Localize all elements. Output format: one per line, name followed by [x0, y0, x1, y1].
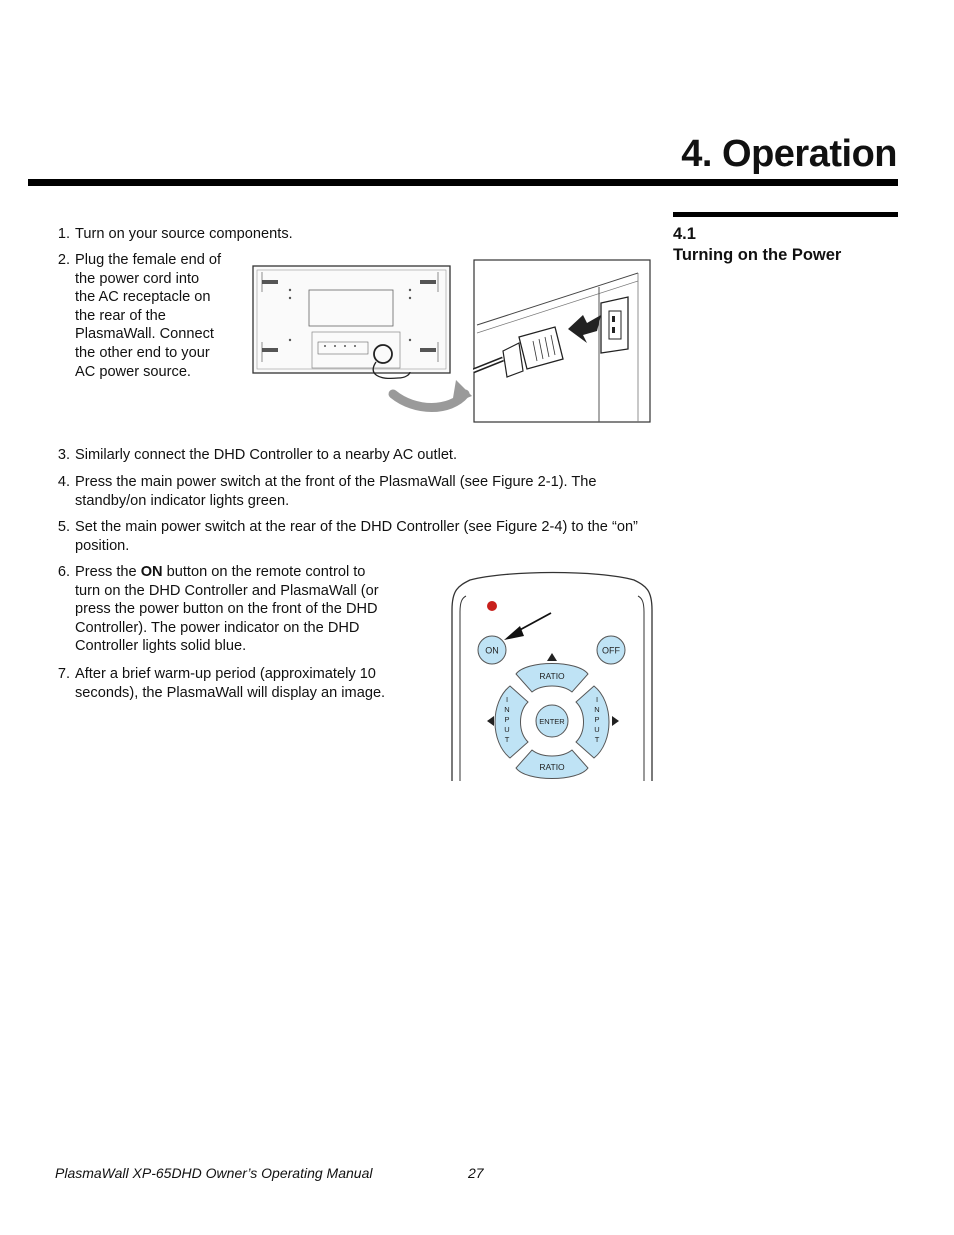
step-number: 3.	[57, 447, 70, 463]
input-left-letter: I	[505, 695, 509, 704]
input-left-letter: T	[504, 735, 510, 744]
section-title: Turning on the Power	[673, 246, 842, 264]
footer-page-number: 27	[468, 1165, 484, 1181]
step-line: Controller). The power indicator on the DHD	[75, 619, 360, 636]
ratio-up-label: RATIO	[539, 671, 565, 681]
input-right-letter: T	[594, 735, 600, 744]
input-right-letter: N	[594, 705, 600, 714]
input-right-letter: I	[595, 695, 599, 704]
step-line: Set the main power switch at the rear of the DHD Controller (see Figure 2-4) to the “on”	[75, 519, 638, 535]
step-line: the power cord into	[75, 270, 200, 287]
step-line: the other end to your	[75, 345, 210, 361]
ratio-down-label: RATIO	[539, 762, 565, 772]
step-line: the AC receptacle on	[75, 289, 211, 306]
step-7	[56, 665, 416, 705]
input-right-letter: P	[594, 715, 600, 724]
step-line: the rear of the	[75, 307, 166, 324]
step-4	[56, 473, 656, 513]
step-text-prefix: Press the	[75, 564, 141, 580]
step-line: AC power source.	[75, 363, 191, 380]
input-left-letter: N	[504, 705, 510, 714]
off-button-label: OFF	[602, 645, 620, 656]
enter-button-label: ENTER	[539, 717, 565, 726]
input-left-letter: P	[504, 715, 510, 724]
section-number: 4.1	[673, 225, 696, 243]
step-number: 1.	[57, 226, 70, 242]
on-button-reference: ON	[140, 564, 163, 580]
step-2	[56, 251, 236, 391]
section-rule	[673, 212, 898, 217]
power-indicator-led	[487, 601, 497, 611]
step-5	[56, 518, 666, 558]
chapter-title: 4. Operation	[681, 133, 897, 175]
step-text: Similarly connect the DHD Controller to a nearby AC outlet.	[75, 447, 458, 463]
input-left-letter: U	[504, 725, 510, 734]
step-line: After a brief warm-up period (approximately 10	[75, 666, 376, 682]
step-line: seconds), the PlasmaWall will display an image.	[75, 684, 386, 701]
power-cord-closeup-illustration	[473, 259, 652, 423]
step-line: Controller lights solid blue.	[75, 638, 247, 655]
step-number: 6.	[57, 564, 70, 580]
step-number: 7.	[57, 666, 70, 682]
step-line: Press the main power switch at the front of the PlasmaWall (see Figure 2-1). The	[75, 474, 597, 490]
step-6	[56, 563, 416, 658]
step-line: Plug the female end of	[75, 252, 222, 268]
step-number: 5.	[57, 519, 70, 535]
step-line: PlasmaWall. Connect	[75, 326, 214, 343]
step-line: turn on the DHD Controller and PlasmaWall (or	[75, 582, 379, 599]
step-line	[75, 563, 365, 582]
on-button-label: ON	[485, 645, 499, 656]
title-rule	[28, 179, 898, 186]
input-right-letter: U	[594, 725, 600, 734]
step-line: press the power button on the front of the DHD	[75, 601, 378, 618]
step-line: standby/on indicator lights green.	[75, 493, 290, 509]
footer-manual-title: PlasmaWall XP-65DHD Owner’s Operating Manual	[55, 1165, 373, 1181]
plasmawall-rear-illustration	[250, 262, 472, 422]
step-text: Turn on your source components.	[75, 226, 293, 242]
remote-control-illustration	[448, 570, 658, 782]
step-line: position.	[75, 538, 130, 554]
step-number: 2.	[57, 252, 70, 268]
step-number: 4.	[57, 474, 70, 490]
step-text-suffix: button on the remote control to	[162, 564, 366, 580]
